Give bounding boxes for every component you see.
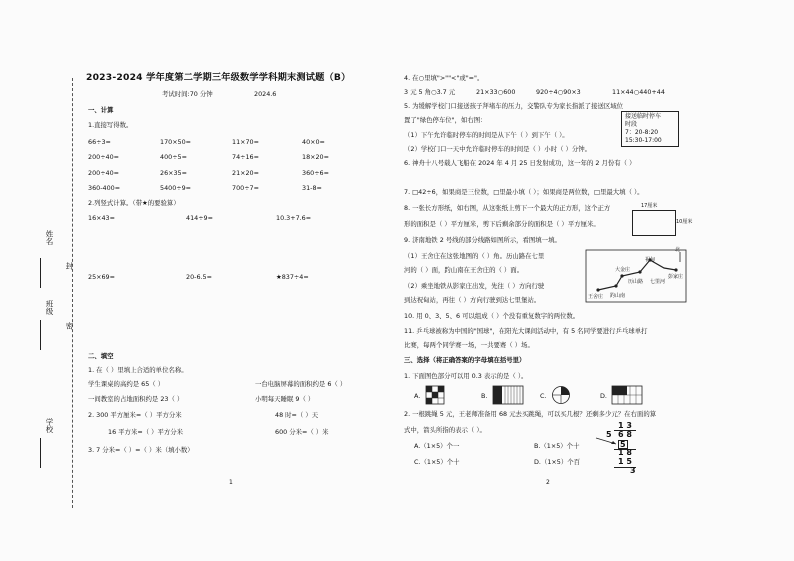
page-number: 1 (229, 479, 233, 486)
choice-q1: 1. 下面图色部分可以用 0.3 表示的是（ ）。 (404, 372, 528, 380)
calc-item: 700÷7= (232, 184, 259, 192)
map-north: 北 (675, 247, 681, 253)
option-b-bar-figure (493, 386, 523, 404)
fill-q3: 3. 7 分米=（ ）=（ ）米（填小数） (88, 446, 194, 454)
station-dot (614, 284, 617, 287)
calc-item: 400÷5= (160, 153, 187, 161)
vertical-item: 25×69= (88, 273, 115, 281)
notice-line: 7：20-8:20 (625, 129, 659, 136)
r-q8b: 形的面积是（ ）平方厘米，剪下后剩余部分的面积是（ ）平方厘米。 (404, 220, 600, 228)
calc-item: 18×20= (302, 153, 329, 161)
r-q6: 6. 神舟十八号载人飞船在 2024 年 4 月 25 日发射成功，这一年的 2 月份有（ ） (404, 159, 636, 167)
exam-date: 2024.6 (254, 90, 277, 98)
vertical-item: 16×43= (88, 214, 115, 222)
vertical-item: 414÷9= (186, 214, 213, 222)
q-direct-write: 1.直接写得数。 (88, 121, 133, 129)
notice-line: 15:30-17:00 (625, 137, 662, 144)
r-q4b: 21×33○600 (476, 88, 516, 96)
parking-notice-sign (621, 111, 679, 147)
calc-item: 66÷3= (88, 138, 111, 146)
fill-q1b: 一台电脑屏幕的面积约是 6（ ） (255, 380, 347, 388)
r-q9d: 到达祝甸站，再往（ ）方向行驶到达七里堡站。 (404, 296, 541, 304)
calc-item: 5400÷9= (160, 184, 192, 192)
option-a-label: A. (414, 392, 421, 400)
section-calc-heading: 一、计算 (88, 106, 114, 114)
calc-item: 26×35= (160, 169, 187, 177)
calc-item: 200÷40= (88, 153, 120, 161)
fill-q1c: 一间教室的占地面积约是 23（ ） (88, 395, 184, 403)
r-q9: 9. 济南地铁 2 号线的部分线路如图所示，看图填一填。 (404, 236, 561, 244)
class-line (40, 320, 41, 350)
map-station: 七里河 (650, 279, 666, 285)
option-c-label: C. (540, 392, 547, 400)
notice-line: 时段 (625, 121, 638, 128)
exam-time: 考试时间:70 分钟 (162, 90, 213, 98)
station-dot (596, 288, 599, 291)
r-q7: 7. □42÷6，如果商是三位数，□里最小填（ ）；如果商是两位数，□里最大填（ ）。 (404, 188, 644, 196)
page-number: 2 (546, 479, 550, 486)
r-q11b: 比赛，每两个同学赛一场，一共要赛（ ）场。 (404, 341, 534, 349)
calc-item: 21×20= (232, 169, 259, 177)
division-arrow-target: 5 (620, 440, 626, 449)
vertical-item: ★837÷4= (276, 273, 309, 281)
map-station: 彭家庄 (668, 274, 684, 280)
r-q9b: 河的（ ）面，趵山南在王舍庄的（ ）面。 (404, 266, 524, 274)
r-q4c: 920÷4○90×3 (536, 88, 581, 96)
choice-q2b: 式中，箭头所指的表示（ ）。 (404, 426, 486, 434)
r-q5: 5. 为缓解学校门口接送孩子拜堵车的压力，交警队专为家长指派了接送区域位 (404, 102, 624, 110)
seal-label: 封 (65, 262, 74, 270)
fill-q1a: 学生课桌的高约是 65（ ） (88, 380, 165, 388)
page-title: 2023-2024 学年度第二学期三年级数学学科期末测试题（B） (86, 72, 351, 83)
rect-top-label: 17厘米 (641, 203, 658, 209)
r-q8: 8. 一张长方形纸，如右图，从这张纸上剪下一个最大的正方形，这个正方 (404, 204, 611, 212)
map-station: 趵山南 (610, 293, 626, 299)
fill-q2c: 16 平方米=（ ）平方分米 (108, 428, 184, 436)
option-c-pie-figure (552, 386, 570, 404)
option-d-label: D. (600, 392, 607, 400)
q-vertical-calc: 2.列竖式计算。（带★的要验算） (88, 199, 180, 207)
binding-dashed-line (72, 78, 73, 508)
calc-item: 360÷6= (302, 169, 329, 177)
rect-side-label: 10厘米 (676, 219, 693, 225)
division-divisor: 5 (606, 430, 612, 439)
r-q11: 11. 乒乓球被称为中国的"国球"，在阳光大课间活动中，有 5 名同学要进行乒乓球单打 (404, 327, 648, 335)
option-d-grid-figure (612, 386, 642, 404)
class-label: 班级 (45, 300, 54, 315)
school-line (40, 438, 41, 468)
choice-q2: 2. 一根跳绳 5 元，王老师准备用 68 元去买跳绳，可以买几根？还剩多少元？在右面的算 (404, 410, 657, 418)
map-station: 历山路 (628, 279, 644, 285)
secret-label: 密 (65, 322, 74, 330)
notice-line: 接送临时停车 (625, 113, 662, 120)
fill-q2a: 2. 300 平方厘米=（ ）平方分米 (88, 411, 182, 419)
calc-item: 40×0= (302, 138, 325, 146)
map-station: 王舍庄 (588, 294, 604, 300)
r-q4d: 11×44○440+44 (612, 88, 665, 96)
r-q5b: 置了"绿色停车位"，如右图： (404, 116, 487, 124)
section-choice-heading: 三、选择（将正确答案的字母填在括号里） (404, 356, 526, 364)
calc-item: 170×50= (160, 138, 192, 146)
rectangle-paper-figure (632, 210, 676, 236)
division-remainder: 3 (630, 466, 636, 475)
fill-q1d: 小明每天睡眠 9（ ） (255, 395, 315, 403)
r-q4a: 3 元 5 角○3.7 元 (404, 88, 456, 96)
division-step: 1 8 (618, 448, 632, 457)
station-dot (620, 274, 623, 277)
calc-item: 200÷40= (88, 169, 120, 177)
division-quotient: 1 3 (618, 421, 632, 430)
option-a-grid-figure (426, 386, 444, 404)
choice-q2-option: C.（1×5）个十 (414, 458, 460, 466)
calc-item: 360-400= (88, 184, 121, 192)
section-fill-heading: 二、填空 (88, 352, 114, 360)
option-b-label: B. (481, 392, 488, 400)
fill-q2d: 600 分米=（ ）米 (275, 428, 329, 436)
station-dot (638, 270, 641, 273)
fill-q1: 1. 在（ ）里填上合适的单位名称。 (88, 366, 188, 374)
r-q4: 4. 在○里填">""<"或"="。 (404, 74, 484, 82)
name-line (40, 258, 41, 288)
vertical-item: 20-6.5= (186, 273, 212, 281)
choice-q2-option: B.（1×5）个十 (534, 442, 580, 450)
name-label: 姓名 (45, 230, 54, 245)
division-step: 1 5 (618, 457, 632, 466)
r-q10: 10. 用 0、3、5、6 可以组成（ ）个没有重复数字的两位数。 (404, 312, 580, 320)
calc-item: 11×70= (232, 138, 259, 146)
station-dot (674, 268, 677, 271)
division-dividend: 6 8 (618, 430, 632, 439)
vertical-item: 10.3+7.6= (276, 214, 312, 222)
r-q9a: （1）王舍庄在这张地图的（ ）角。历山路在七里 (404, 252, 545, 260)
r-q5d: （2）学校门口一天中允许临时停车的时间是（ ）小时（ ）分钟。 (404, 145, 592, 153)
map-station: 大金庄 (615, 267, 631, 273)
school-label: 学校 (45, 418, 54, 433)
choice-q2-option: A.（1×5）个一 (414, 442, 460, 450)
choice-q2-option: D.（1×5）个百 (534, 458, 581, 466)
calc-item: 31-8= (302, 184, 322, 192)
r-q5c: （1）下午允许临时停车的时间是从下午（ ）到下午（ ）。 (404, 131, 569, 139)
r-q9c: （2）乘坐地铁从影家庄出发，先往（ ）方向行驶 (404, 282, 545, 290)
fill-q2b: 48 时=（ ）天 (275, 411, 319, 419)
arrow-icon (596, 436, 618, 446)
calc-item: 74÷16= (232, 153, 259, 161)
map-station: 祝甸 (645, 257, 656, 263)
